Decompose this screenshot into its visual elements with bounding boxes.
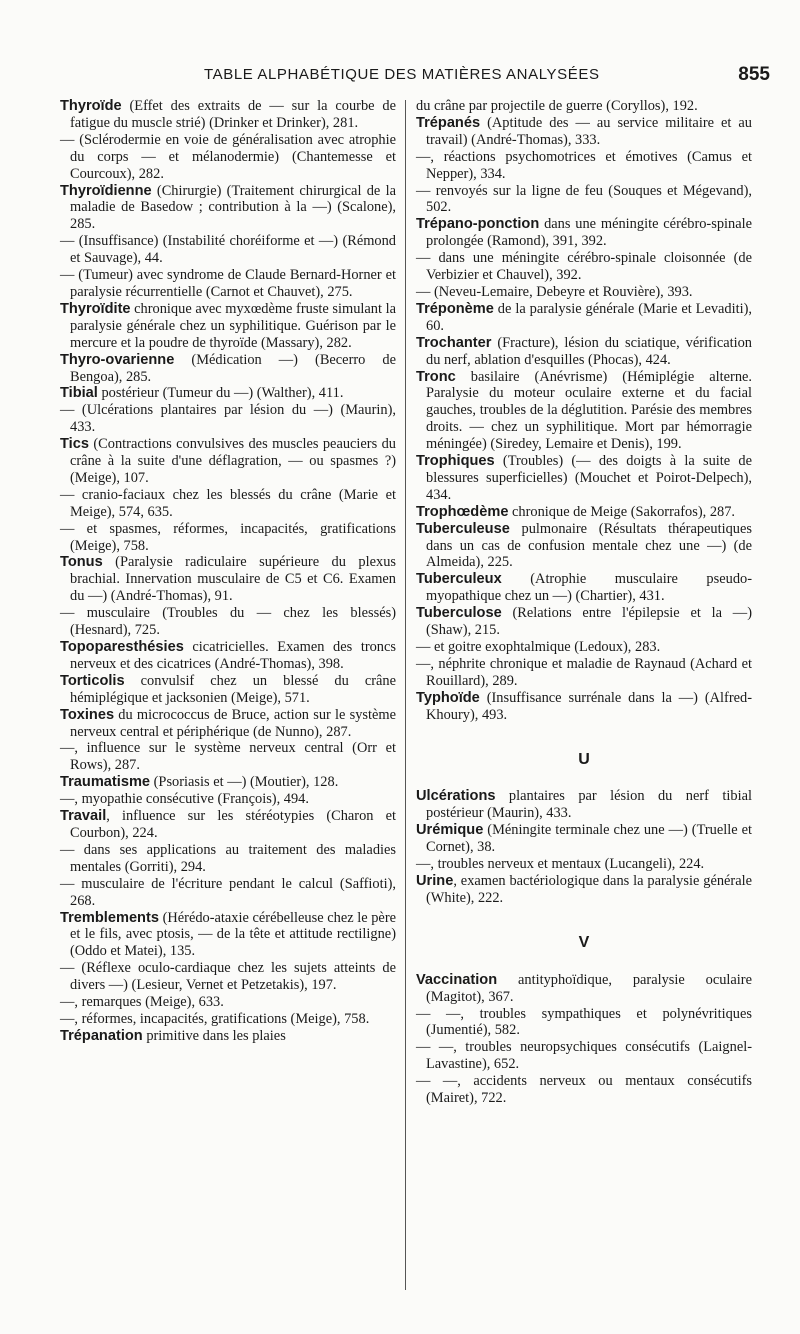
index-entry: Tuberculeux (Atrophie musculaire pseudo-myopathique chez un —) (Chartier), 431. [416, 571, 752, 605]
index-entry: Thyroïdienne (Chirurgie) (Traitement chirurgical de la maladie de Basedow ; contribution à la —) (Scalone), 285. [60, 182, 396, 233]
index-entry: Toxines du micrococcus de Bruce, action sur le système nerveux central et périphérique (de Nunno), 287. [60, 706, 396, 740]
index-entry: — dans une méningite cérébro-spinale cloisonnée (de Verbizier et Chauvel), 392. [416, 250, 752, 284]
index-entry: — musculaire (Troubles du — chez les blessés) (Hesnard), 725. [60, 605, 396, 639]
index-entry: Tonus (Paralysie radiculaire supérieure du plexus brachial. Innervation musculaire de C5 et C6. Examen du —) (André-Thomas), 91. [60, 554, 396, 605]
index-entry: Tronc basilaire (Anévrisme) (Hémiplégie alterne. Paralysie du moteur oculaire externe et du facial gauches, troubles de la déglutition. Parésie des membres droits. — chez un syphilitique. Mort par hémorragie méningée) (Siredey, Lemaire et Denis), 199. [416, 368, 752, 453]
index-entry: Tics (Contractions convulsives des muscles peauciers du crâne à la suite d'une déflagration, — ou spasmes ?) (Meige), 107. [60, 436, 396, 486]
index-entry: — dans ses applications au traitement des maladies mentales (Gorriti), 294. [60, 841, 396, 875]
index-entry: Travail, influence sur les stéréotypies (Charon et Courbon), 224. [60, 808, 396, 841]
index-entry: —, réformes, incapacités, gratifications (Meige), 758. [60, 1010, 370, 1027]
index-entry: du crâne par projectile de guerre (Coryllos), 192. [416, 98, 698, 114]
index-entry: Vaccination antityphoïdique, paralysie oculaire (Magitot), 367. [416, 971, 752, 1005]
page-header [62, 64, 770, 88]
index-entry: Tremblements (Hérédo-ataxie cérébelleuse chez le père et le fils, avec ptosis, — de la tête et attitude rectiligne) (Oddo et Matei), 135. [60, 909, 396, 960]
section-letter-v: V [578, 933, 590, 951]
index-entry: — cranio-faciaux chez les blessés du crâne (Marie et Meige), 574, 635. [60, 486, 396, 520]
index-entry: Trochanter (Fracture), lésion du sciatique, vérification du nerf, ablation d'esquilles (Phocas), 424. [416, 334, 752, 368]
section-letter-u: U [578, 750, 590, 768]
index-entry: — (Neveu-Lemaire, Debeyre et Rouvière), 393. [416, 283, 693, 300]
index-entry: Thyroïde (Effet des extraits de — sur la courbe de fatigue du muscle strié) (Drinker et Drinker), 281. [60, 98, 396, 131]
running-title: TABLE ALPHABÉTIQUE DES MATIÈRES ANALYSÉES [204, 66, 600, 83]
right-column-entries [416, 98, 752, 724]
index-entry: Topoparesthésies cicatricielles. Examen des troncs nerveux et des cicatrices (André-Thomas), 398. [60, 639, 396, 672]
section-v-entries [416, 972, 752, 1107]
left-column [60, 98, 396, 1045]
index-entry: —, myopathie consécutive (François), 494. [60, 791, 309, 808]
index-entry: — musculaire de l'écriture pendant le calcul (Saffioti), 268. [60, 875, 396, 909]
index-entry: —, néphrite chronique et maladie de Raynaud (Achard et Rouillard), 289. [416, 655, 752, 689]
index-entry: — (Ulcérations plantaires par lésion du —) (Maurin), 433. [60, 402, 396, 436]
index-entry: Typhoïde (Insuffisance surrénale dans la —) (Alfred-Khoury), 493. [416, 689, 752, 723]
index-entry: Trépanés (Aptitude des — au service militaire et au travail) (André-Thomas), 333. [416, 114, 752, 148]
index-entry: Urine, examen bactériologique dans la paralysie générale (White), 222. [416, 872, 752, 906]
index-entry: —, influence sur le système nerveux central (Orr et Rows), 287. [60, 740, 396, 774]
column-divider [405, 100, 406, 1290]
index-entry: —, troubles nerveux et mentaux (Lucangeli), 224. [416, 856, 705, 873]
index-entry: Tibial postérieur (Tumeur du —) (Walther), 411. [60, 385, 344, 402]
index-entry: Trépanation primitive dans les plaies [60, 1027, 286, 1044]
index-entry: Trophœdème chronique de Meige (Sakorrafos), 287. [416, 503, 736, 520]
index-entry: Tréponème de la paralysie générale (Marie et Levaditi), 60. [416, 300, 752, 334]
index-entry: Thyroïdite chronique avec myxœdème fruste simulant la paralysie générale chez un syphilitique. Guérison par le mercure et la poudre de thyroïde (Massary), 282. [60, 300, 396, 351]
index-entry: — (Réflexe oculo-cardiaque chez les sujets atteints de divers —) (Lesieur, Vernet et Petzetakis), 197. [60, 960, 396, 994]
index-entry: Trophiques (Troubles) (— des doigts à la suite de blessures superficielles) (Mouchet et Poirot-Delpech), 434. [416, 453, 752, 503]
index-entry: — —, accidents nerveux ou mentaux consécutifs (Mairet), 722. [416, 1073, 752, 1107]
index-entry: — (Tumeur) avec syndrome de Claude Bernard-Horner et paralysie récurrentielle (Carnot et Chauvet), 275. [60, 267, 396, 300]
index-entry: Traumatisme (Psoriasis et —) (Moutier), 128. [60, 774, 339, 791]
index-entry: — (Insuffisance) (Instabilité choréiforme et —) (Rémond et Sauvage), 44. [60, 233, 396, 267]
index-entry: Ulcérations plantaires par lésion du nerf tibial postérieur (Maurin), 433. [416, 788, 752, 822]
index-entry: Thyro-ovarienne (Médication —) (Becerro de Bengoa), 285. [60, 351, 396, 385]
index-entry: —, remarques (Meige), 633. [60, 994, 224, 1011]
index-entry: Tuberculose (Relations entre l'épilepsie et la —) (Shaw), 215. [416, 605, 752, 639]
index-entry: — renvoyés sur la ligne de feu (Souques et Mégevand), 502. [416, 182, 752, 216]
index-entry: Tuberculeuse pulmonaire (Résultats thérapeutiques dans un cas de confusion mentale chez une —) (de Almeida), 225. [416, 520, 752, 571]
index-entry: — —, troubles neuropsychiques consécutifs (Laignel-Lavastine), 652. [416, 1039, 752, 1073]
section-u-entries [416, 788, 752, 906]
index-entry: Torticolis convulsif chez un blessé du crâne hémiplégique et jacksonien (Meige), 571. [60, 672, 396, 706]
index-entry: Urémique (Méningite terminale chez une —) (Truelle et Cornet), 38. [416, 822, 752, 856]
index-entry: — (Sclérodermie en voie de généralisation avec atrophie du corps — et mélanodermie) (Chantemesse et Courcoux), 282. [60, 131, 396, 182]
index-entry: —, réactions psychomotrices et émotives (Camus et Nepper), 334. [416, 148, 752, 182]
index-entry: — —, troubles sympathiques et polynévritiques (Jumentié), 582. [416, 1005, 752, 1039]
index-entry: — et spasmes, réformes, incapacités, gratifications (Meige), 758. [60, 520, 396, 554]
index-entry: — et goitre exophtalmique (Ledoux), 283. [416, 639, 661, 655]
right-column [416, 98, 752, 1107]
page-number: 855 [738, 64, 770, 85]
index-entry: Trépano-ponction dans une méningite cérébro-spinale prolongée (Ramond), 391, 392. [416, 216, 752, 250]
